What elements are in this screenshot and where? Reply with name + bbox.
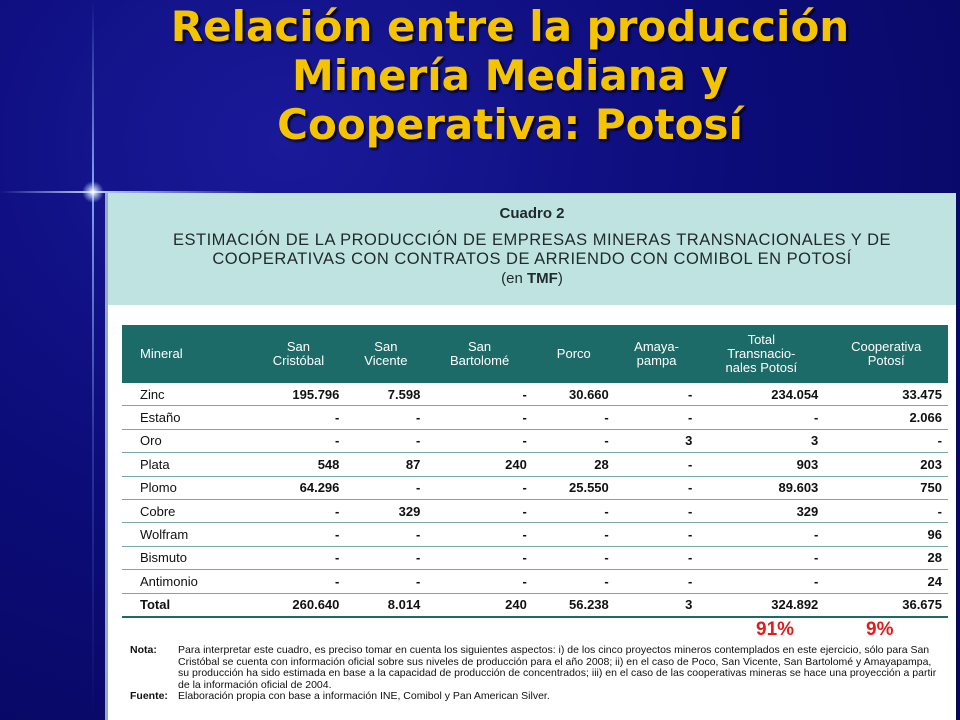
value-cell: - bbox=[426, 499, 532, 522]
mineral-cell: Oro bbox=[122, 429, 252, 452]
value-cell: 548 bbox=[252, 453, 346, 476]
column-header-line: Amaya- bbox=[634, 339, 679, 354]
column-header bbox=[698, 325, 824, 383]
value-cell: 240 bbox=[426, 593, 532, 617]
value-cell: - bbox=[426, 546, 532, 569]
value-cell: - bbox=[426, 570, 532, 593]
nota-label: Nota: bbox=[130, 644, 157, 656]
slide-title-line-2: Minería Mediana y bbox=[292, 51, 728, 100]
slide-title bbox=[60, 2, 960, 149]
mineral-cell: Cobre bbox=[122, 499, 252, 522]
value-cell: - bbox=[824, 499, 948, 522]
value-cell: - bbox=[252, 406, 346, 429]
light-flare-center bbox=[82, 181, 104, 203]
column-header-line: Cristóbal bbox=[272, 353, 325, 368]
mineral-cell: Total bbox=[122, 593, 252, 617]
value-cell: - bbox=[345, 406, 426, 429]
value-cell: - bbox=[426, 476, 532, 499]
value-cell: 30.660 bbox=[533, 383, 615, 406]
value-cell: - bbox=[615, 546, 699, 569]
column-header-line: pampa bbox=[636, 353, 677, 368]
column-header-line: Mineral bbox=[140, 346, 183, 361]
table-row bbox=[122, 429, 948, 452]
cuadro-units bbox=[108, 269, 956, 288]
value-cell: - bbox=[615, 383, 699, 406]
value-cell: 260.640 bbox=[252, 593, 346, 617]
column-header-line: San bbox=[286, 339, 311, 354]
fuente-text: Elaboración propia con base a información INE, Comibol y Pan American Silver. bbox=[178, 690, 550, 703]
nota-row bbox=[130, 645, 942, 691]
value-cell: - bbox=[533, 429, 615, 452]
value-cell: 3 bbox=[615, 429, 699, 452]
value-cell: - bbox=[533, 406, 615, 429]
value-cell: 87 bbox=[345, 453, 426, 476]
value-cell: 203 bbox=[824, 453, 948, 476]
cuadro-label: Cuadro 2 bbox=[499, 205, 565, 222]
cuadro-title-line-2: COOPERATIVAS CON CONTRATOS DE ARRIENDO CON COMIBOL EN POTOSÍ bbox=[212, 250, 852, 268]
column-header bbox=[252, 325, 346, 383]
nota-text: Para interpretar este cuadro, es preciso tomar en cuenta los siguientes aspectos: i) de los cinco proyectos mineros contemplados en este ejercicio, sólo para San Cristóbal se cuenta con información oficial sobre sus niveles de producción para el año 2008; ii) en el caso de Poco, San Vicente, San Bartolomé y Amayapampa, su producción ha sido estimada en base a la capacidad de producción de concentrados; iii) en el caso de las cooperativas mineras se hace una proyección a partir de la información oficial de 2004. bbox=[178, 644, 937, 691]
mineral-cell: Zinc bbox=[122, 383, 252, 406]
table-row bbox=[122, 546, 948, 569]
value-cell: 28 bbox=[533, 453, 615, 476]
value-cell: - bbox=[698, 570, 824, 593]
embedded-table-image bbox=[105, 193, 956, 720]
value-cell: - bbox=[615, 406, 699, 429]
column-header bbox=[533, 325, 615, 383]
value-cell: 2.066 bbox=[824, 406, 948, 429]
table-row bbox=[122, 499, 948, 522]
column-header bbox=[345, 325, 426, 383]
value-cell: - bbox=[615, 570, 699, 593]
table-row bbox=[122, 383, 948, 406]
value-cell: 24 bbox=[824, 570, 948, 593]
value-cell: - bbox=[615, 476, 699, 499]
value-cell: - bbox=[252, 570, 346, 593]
value-cell: - bbox=[345, 546, 426, 569]
value-cell: - bbox=[252, 499, 346, 522]
table-row bbox=[122, 570, 948, 593]
mineral-cell: Bismuto bbox=[122, 546, 252, 569]
value-cell: - bbox=[824, 429, 948, 452]
column-header-line: Vicente bbox=[364, 353, 408, 368]
fuente-row bbox=[130, 691, 942, 703]
units-suffix: ) bbox=[557, 270, 563, 287]
value-cell: - bbox=[615, 499, 699, 522]
total-row bbox=[122, 593, 948, 617]
value-cell: - bbox=[426, 406, 532, 429]
mineral-cell: Antimonio bbox=[122, 570, 252, 593]
value-cell: 329 bbox=[345, 499, 426, 522]
mineral-cell: Wolfram bbox=[122, 523, 252, 546]
table-notes bbox=[130, 645, 942, 703]
value-cell: 25.550 bbox=[533, 476, 615, 499]
column-header-line: Bartolomé bbox=[449, 353, 510, 368]
mineral-cell: Estaño bbox=[122, 406, 252, 429]
value-cell: 36.675 bbox=[824, 593, 948, 617]
table-caption bbox=[108, 193, 956, 305]
value-cell: 903 bbox=[698, 453, 824, 476]
table-header-row bbox=[122, 325, 948, 383]
value-cell: 64.296 bbox=[252, 476, 346, 499]
column-header-line: Porco bbox=[556, 346, 591, 361]
value-cell: 7.598 bbox=[345, 383, 426, 406]
value-cell: - bbox=[426, 383, 532, 406]
column-header-line: Potosí bbox=[867, 353, 905, 368]
value-cell: 750 bbox=[824, 476, 948, 499]
percent-transnational: 91% bbox=[756, 619, 795, 640]
value-cell: - bbox=[345, 429, 426, 452]
value-cell: - bbox=[345, 570, 426, 593]
column-header bbox=[426, 325, 532, 383]
value-cell: - bbox=[252, 429, 346, 452]
value-cell: - bbox=[533, 570, 615, 593]
mineral-cell: Plata bbox=[122, 453, 252, 476]
column-header-line: nales Potosí bbox=[725, 360, 798, 375]
units-prefix: (en bbox=[501, 270, 528, 287]
table-row bbox=[122, 453, 948, 476]
value-cell: - bbox=[426, 523, 532, 546]
column-header-line: Transnacio- bbox=[727, 346, 796, 361]
units-value: TMF bbox=[527, 270, 558, 287]
fuente-label: Fuente: bbox=[130, 690, 168, 703]
table-row bbox=[122, 406, 948, 429]
value-cell: 8.014 bbox=[345, 593, 426, 617]
value-cell: 3 bbox=[698, 429, 824, 452]
value-cell: - bbox=[252, 546, 346, 569]
column-header-line: San bbox=[468, 339, 492, 354]
column-header bbox=[122, 325, 252, 383]
mineral-cell: Plomo bbox=[122, 476, 252, 499]
value-cell: - bbox=[345, 476, 426, 499]
production-table bbox=[122, 325, 948, 618]
value-cell: - bbox=[533, 499, 615, 522]
table-body bbox=[122, 383, 948, 617]
value-cell: 89.603 bbox=[698, 476, 824, 499]
value-cell: 3 bbox=[615, 593, 699, 617]
value-cell: - bbox=[698, 406, 824, 429]
value-cell: 234.054 bbox=[698, 383, 824, 406]
value-cell: 329 bbox=[698, 499, 824, 522]
value-cell: - bbox=[615, 453, 699, 476]
value-cell: 56.238 bbox=[533, 593, 615, 617]
value-cell: 33.475 bbox=[824, 383, 948, 406]
column-header-line: Total bbox=[747, 332, 776, 347]
value-cell: - bbox=[698, 546, 824, 569]
value-cell: 28 bbox=[824, 546, 948, 569]
value-cell: - bbox=[533, 546, 615, 569]
slide-title-line-3: Cooperativa: Potosí bbox=[277, 100, 743, 149]
value-cell: 195.796 bbox=[252, 383, 346, 406]
slide-title-line-1: Relación entre la producción bbox=[170, 2, 850, 51]
percent-cooperative: 9% bbox=[866, 619, 894, 640]
value-cell: 96 bbox=[824, 523, 948, 546]
value-cell: - bbox=[533, 523, 615, 546]
cuadro-title-line-1: ESTIMACIÓN DE LA PRODUCCIÓN DE EMPRESAS MINERAS TRANSNACIONALES Y DE bbox=[173, 231, 891, 249]
value-cell: - bbox=[426, 429, 532, 452]
value-cell: 240 bbox=[426, 453, 532, 476]
value-cell: - bbox=[345, 523, 426, 546]
column-header bbox=[615, 325, 699, 383]
value-cell: - bbox=[698, 523, 824, 546]
table-row bbox=[122, 476, 948, 499]
table-row bbox=[122, 523, 948, 546]
value-cell: - bbox=[615, 523, 699, 546]
column-header bbox=[824, 325, 948, 383]
value-cell: - bbox=[252, 523, 346, 546]
column-header-line: Cooperativa bbox=[851, 339, 922, 354]
column-header-line: San bbox=[374, 339, 398, 354]
value-cell: 324.892 bbox=[698, 593, 824, 617]
